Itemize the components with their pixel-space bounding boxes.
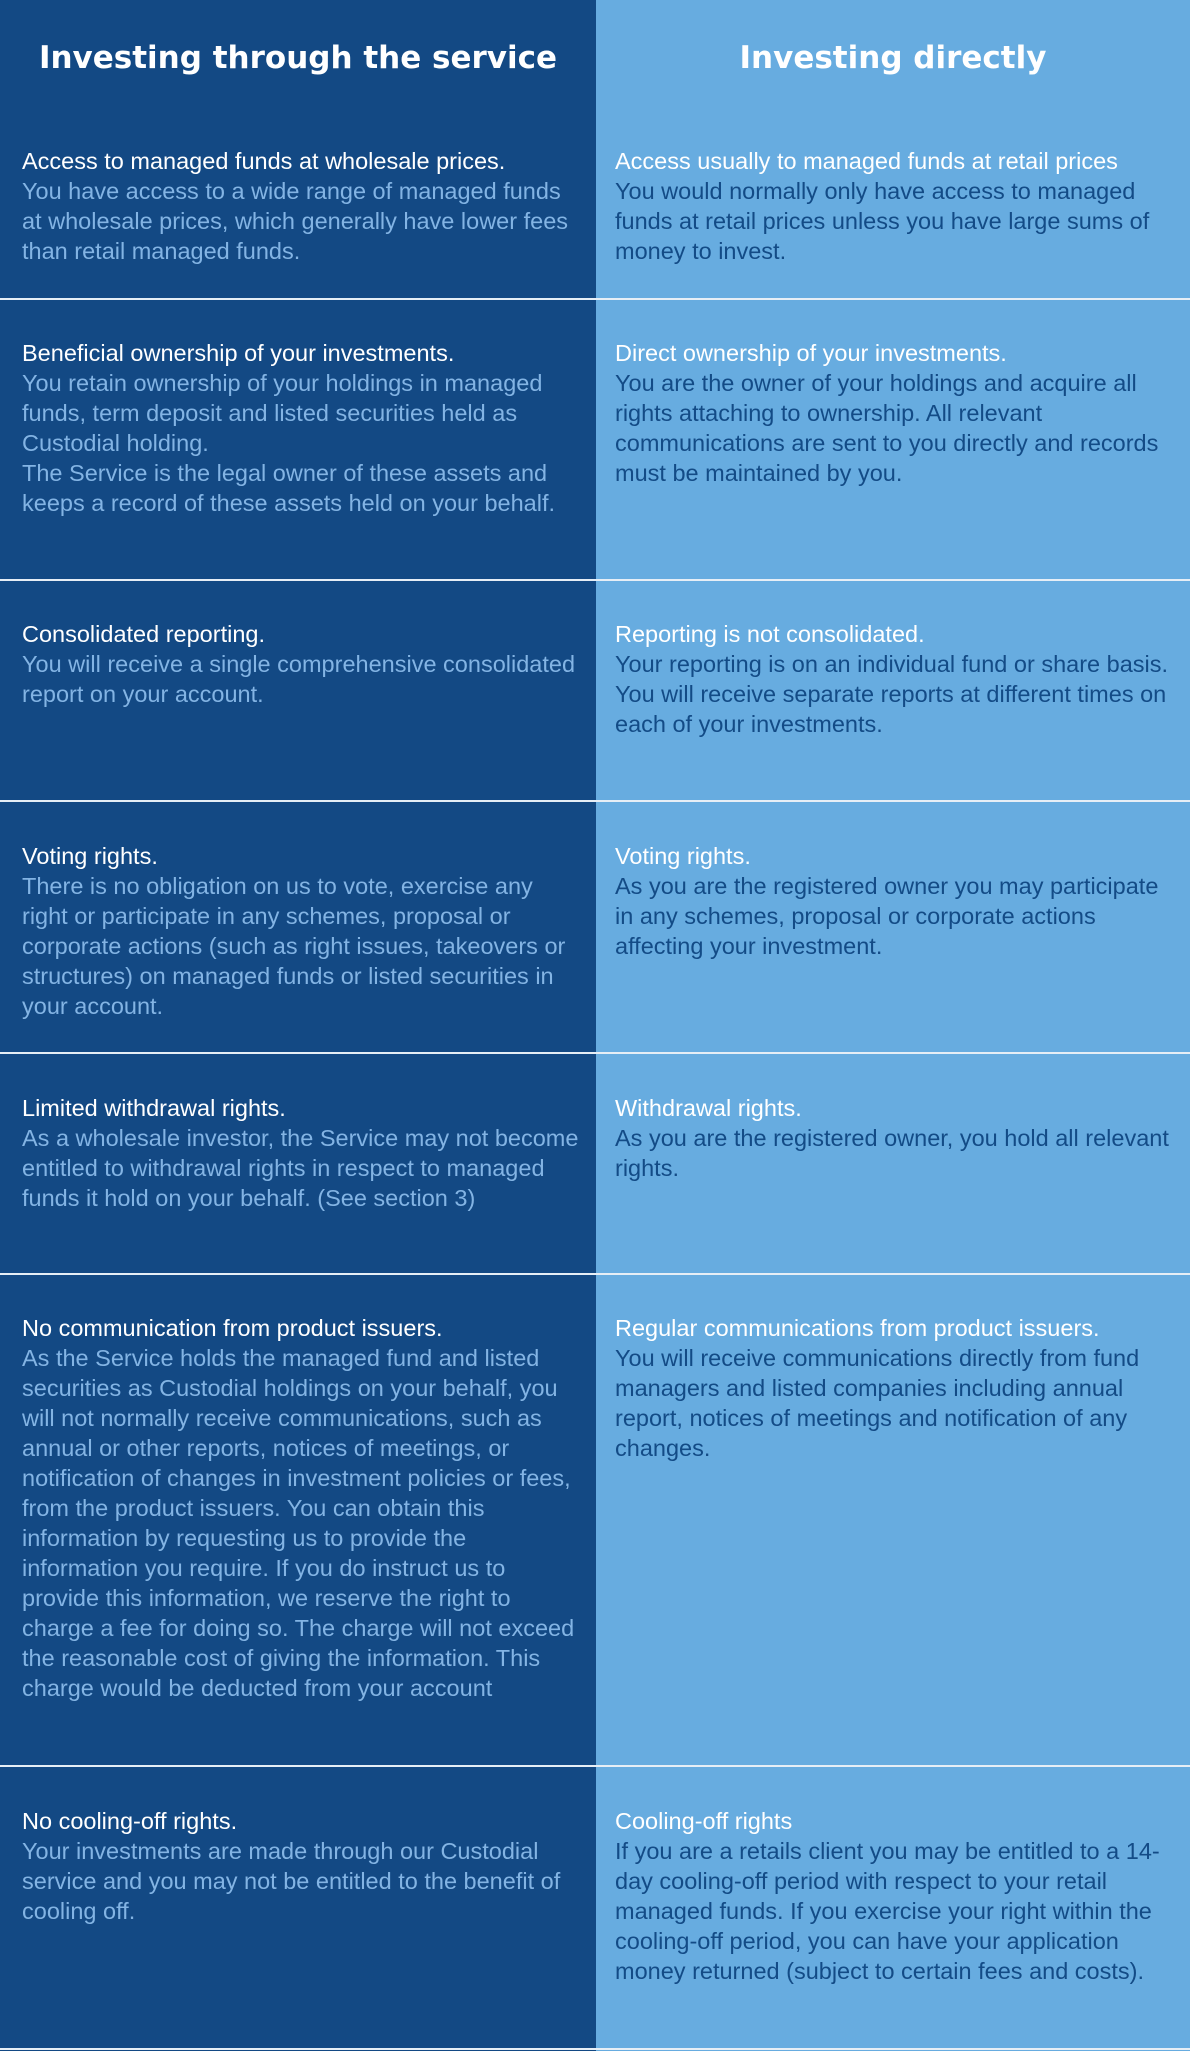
row-1-service-cell — [22, 146, 582, 266]
header-service: Investing through the service — [38, 40, 558, 76]
row-4-direct-title: Voting rights. — [615, 843, 751, 869]
row-3-direct-cell — [615, 619, 1175, 739]
row-7-service-cell — [22, 1806, 582, 1926]
row-6-direct-body: You will receive communications directly from fund managers and listed companies including annual report, notices of meetings and notification of any changes. — [615, 1345, 1140, 1461]
row-4-direct-body: As you are the registered owner you may participate in any schemes, proposal or corporate actions affecting your investment. — [615, 873, 1159, 959]
row-divider — [0, 1052, 1190, 1054]
row-4-service-title: Voting rights. — [22, 843, 158, 869]
row-divider — [0, 1273, 1190, 1275]
row-2-direct-title: Direct ownership of your investments. — [615, 340, 1007, 366]
row-3-service-cell — [22, 619, 582, 709]
row-3-direct-body: Your reporting is on an individual fund or share basis. You will receive separate reports at different times on each of your investments. — [615, 651, 1169, 737]
row-4-service-body: There is no obligation on us to vote, exercise any right or participate in any schemes, proposal or corporate actions (such as right issues, takeovers or structures) on managed funds or listed securities in your account. — [22, 873, 566, 1019]
row-7-service-title: No cooling-off rights. — [22, 1808, 238, 1834]
row-4-direct-cell — [615, 841, 1175, 961]
row-1-service-body: You have access to a wide range of managed funds at wholesale prices, which generally have lower fees than retail managed funds. — [22, 178, 569, 264]
row-5-direct-cell — [615, 1093, 1175, 1183]
row-7-direct-body: If you are a retails client you may be entitled to a 14-day cooling-off period with respect to your retail managed funds. If you exercise your right within the cooling-off period, you can have your application money returned (subject to certain fees and costs). — [615, 1838, 1160, 1984]
row-divider — [0, 2048, 1190, 2050]
row-3-service-title: Consolidated reporting. — [22, 621, 265, 647]
row-6-direct-title: Regular communications from product issuers. — [615, 1315, 1100, 1341]
row-6-service-title: No communication from product issuers. — [22, 1315, 443, 1341]
direct-column — [596, 0, 1190, 2051]
row-2-service-cell — [22, 338, 582, 518]
row-5-service-cell — [22, 1093, 582, 1213]
row-7-direct-cell — [615, 1806, 1175, 1986]
row-7-service-body: Your investments are made through our Custodial service and you may not be entitled to the benefit of cooling off. — [22, 1838, 561, 1924]
row-5-direct-body: As you are the registered owner, you hold all relevant rights. — [615, 1125, 1169, 1181]
row-4-service-cell — [22, 841, 582, 1021]
row-divider — [0, 579, 1190, 581]
row-divider — [0, 800, 1190, 802]
row-2-direct-body: You are the owner of your holdings and acquire all rights attaching to ownership. All relevant communications are sent to you directly and records must be maintained by you. — [615, 370, 1159, 486]
row-1-service-title: Access to managed funds at wholesale prices. — [22, 148, 506, 174]
row-1-direct-cell — [615, 146, 1175, 266]
header-direct: Investing directly — [739, 40, 1047, 76]
row-divider — [0, 1765, 1190, 1767]
row-3-service-body: You will receive a single comprehensive consolidated report on your account. — [22, 651, 576, 707]
row-5-service-title: Limited withdrawal rights. — [22, 1095, 286, 1121]
row-3-direct-title: Reporting is not consolidated. — [615, 621, 925, 647]
row-7-direct-title: Cooling-off rights — [615, 1808, 793, 1834]
row-2-direct-cell — [615, 338, 1175, 488]
row-6-direct-cell — [615, 1313, 1175, 1463]
row-1-direct-title: Access usually to managed funds at retail prices — [615, 148, 1118, 174]
row-6-service-cell — [22, 1313, 582, 1703]
row-5-service-body: As a wholesale investor, the Service may not become entitled to withdrawal rights in respect to managed funds it hold on your behalf. (See section 3) — [22, 1125, 579, 1211]
row-5-direct-title: Withdrawal rights. — [615, 1095, 802, 1121]
row-1-direct-body: You would normally only have access to managed funds at retail prices unless you have large sums of money to invest. — [615, 178, 1150, 264]
row-2-service-title: Beneficial ownership of your investments. — [22, 340, 455, 366]
row-6-service-body: As the Service holds the managed fund and listed securities as Custodial holdings on your behalf, you will not normally receive communications, such as annual or other reports, notices of meetings, or notification of changes in investment policies or fees, from the product issuers. You can obtain this information by requesting us to provide the information you require. If you do instruct us to provide this information, we reserve the right to charge a fee for doing so. The charge will not exceed the reasonable cost of giving the information. This charge would be deducted from your account — [22, 1345, 575, 1701]
row-2-service-body: You retain ownership of your holdings in managed funds, term deposit and listed securities held as Custodial holding. The Service is the legal owner of these assets and keeps a record of these assets held on your behalf. — [22, 370, 555, 516]
row-divider — [0, 298, 1190, 300]
